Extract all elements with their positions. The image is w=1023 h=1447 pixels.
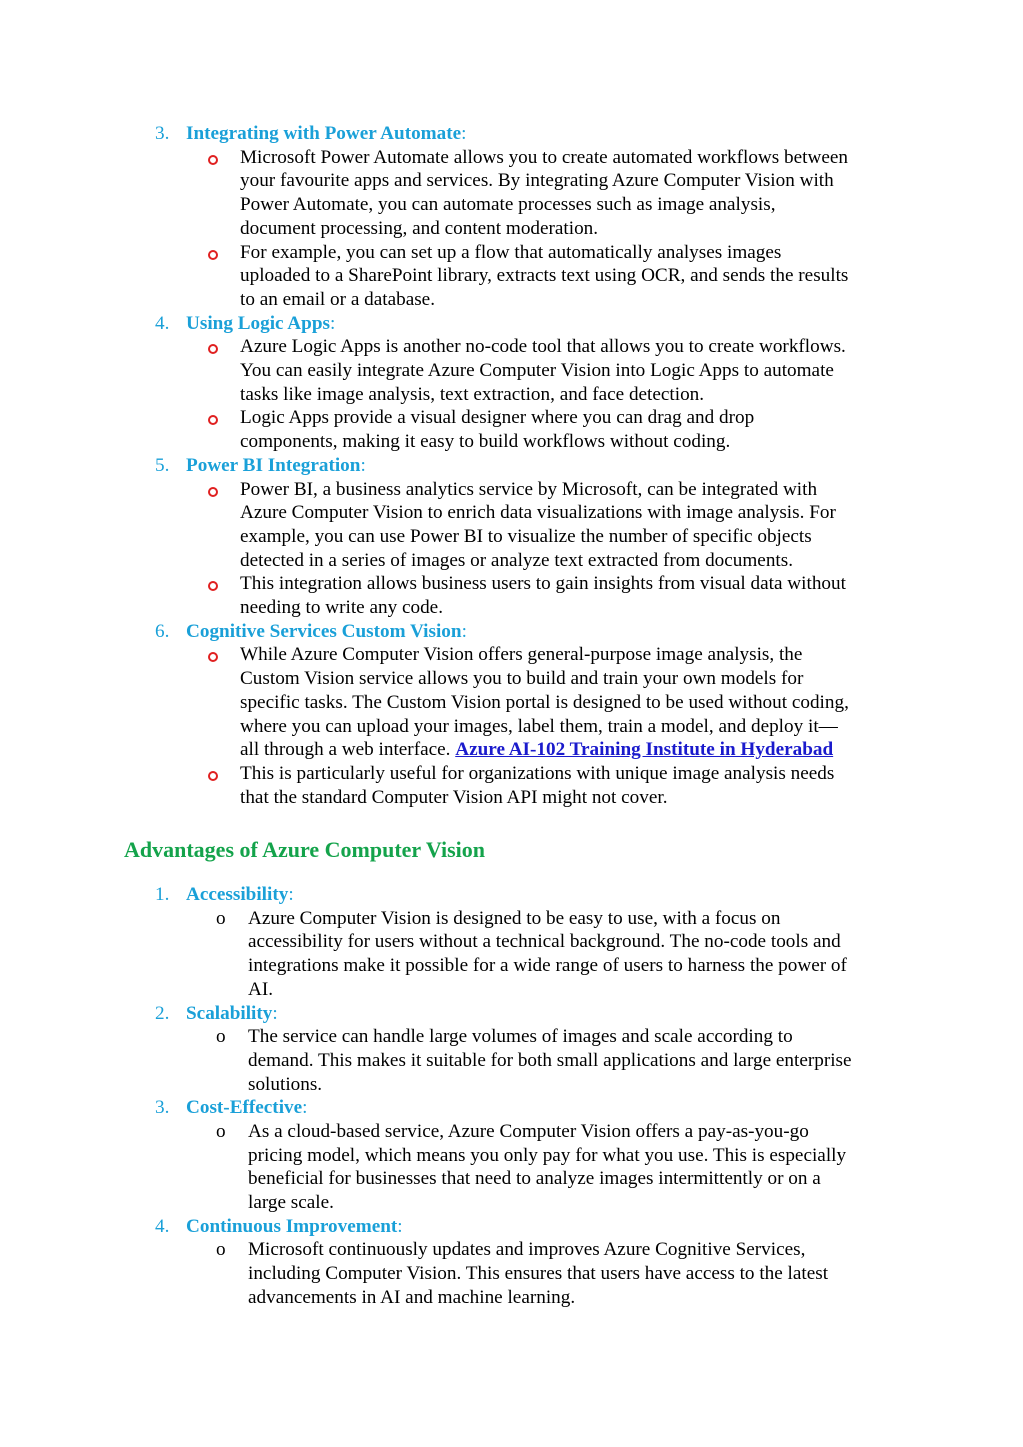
- sub-point: [0, 241, 900, 312]
- text-line: This is particularly useful for organizations with unique image analysis needs: [240, 762, 835, 784]
- colon: :: [461, 620, 467, 642]
- sub-list: [0, 478, 1023, 620]
- item-number: 4.: [155, 1215, 170, 1237]
- text-line: Custom Vision service allows you to build and train your own models for: [240, 668, 804, 690]
- text-line: tasks like image analysis, text extraction, and face detection.: [240, 383, 705, 405]
- item-title: Using Logic Apps: [186, 312, 330, 334]
- item-title: Power BI Integration: [186, 454, 361, 476]
- text-line: detected in a series of images or analyze text extracted from documents.: [240, 549, 794, 571]
- bullet-o-icon: o: [216, 1120, 226, 1142]
- item-number: 2.: [155, 1002, 170, 1024]
- bullet-circle-icon: [208, 581, 218, 591]
- item-title: Cognitive Services Custom Vision: [186, 620, 462, 642]
- text-line: Power BI, a business analytics service by Microsoft, can be integrated with: [240, 478, 818, 500]
- item-title: Accessibility: [186, 884, 289, 905]
- item-heading: [0, 1215, 1023, 1239]
- text-line: pricing model, which means you only pay for what you use. This is especially: [248, 1144, 847, 1166]
- text-line: advancements in AI and machine learning.: [248, 1286, 576, 1308]
- colon: :: [461, 123, 467, 144]
- list-item: [0, 122, 1023, 312]
- text-line: Power Automate, you can automate processes such as image analysis,: [240, 194, 776, 216]
- text-line: Azure Computer Vision is designed to be easy to use, with a focus on: [248, 907, 781, 929]
- text-line: specific tasks. The Custom Vision portal is designed to be used without coding,: [240, 691, 849, 713]
- colon: :: [329, 312, 336, 334]
- text-line: Microsoft Power Automate allows you to create automated workflows between: [240, 146, 848, 168]
- list-item: [0, 883, 1023, 1002]
- text-line: AI.: [248, 978, 274, 1000]
- colon: :: [397, 1215, 403, 1237]
- text-line: Azure Logic Apps is another no-code tool that allows you to create workflows.: [240, 336, 846, 358]
- sub-point: [0, 643, 900, 762]
- text-line: Logic Apps provide a visual designer where you can drag and drop: [240, 407, 755, 429]
- text-line: solutions.: [248, 1073, 323, 1095]
- item-heading: [0, 454, 1023, 478]
- text-line: Microsoft continuously updates and improves Azure Cognitive Services,: [248, 1239, 806, 1261]
- text-line: beneficial for businesses that need to analyze images intermittently or on a: [248, 1168, 821, 1190]
- text-line: your favourite apps and services. By integrating Azure Computer Vision with: [240, 170, 834, 192]
- item-number: 6.: [155, 620, 170, 642]
- item-number: 1.: [155, 884, 170, 905]
- bullet-o-icon: o: [216, 1026, 226, 1048]
- bullet-circle-icon: [208, 487, 218, 497]
- list-item: [0, 454, 1023, 620]
- sub-list: [0, 1120, 1023, 1215]
- text-line: that the standard Computer Vision API might not cover.: [240, 786, 668, 808]
- item-number: 5.: [155, 454, 170, 476]
- integrations-list: [0, 122, 1023, 809]
- sub-point: [0, 762, 900, 809]
- sub-point: [0, 572, 900, 619]
- sub-point: [0, 406, 900, 453]
- text-line: For example, you can set up a flow that automatically analyses images: [240, 241, 782, 263]
- bullet-circle-icon: [208, 155, 218, 165]
- colon: :: [302, 1097, 308, 1119]
- text-line: integrations make it possible for a wide range of users to harness the power of: [248, 955, 847, 977]
- sub-point: [0, 907, 900, 1002]
- text-line: You can easily integrate Azure Computer Vision into Logic Apps to automate: [240, 360, 834, 381]
- item-heading: [0, 883, 1023, 907]
- item-title: Continuous Improvement: [186, 1215, 398, 1237]
- bullet-o-icon: o: [216, 907, 226, 929]
- item-number: 3.: [155, 1097, 170, 1119]
- text-line: While Azure Computer Vision offers general-purpose image analysis, the: [240, 644, 803, 666]
- list-item: [0, 1215, 1023, 1310]
- sub-point: [0, 146, 900, 241]
- text-line: components, making it easy to build workflows without coding.: [240, 431, 731, 453]
- sub-list: [0, 1238, 1023, 1309]
- list-item: [0, 1002, 1023, 1097]
- sub-list: [0, 1025, 1023, 1096]
- text-line: This integration allows business users to gain insights from visual data without: [240, 573, 846, 595]
- list-item: [0, 1096, 1023, 1215]
- section-heading: Advantages of Azure Computer Vision: [124, 837, 485, 862]
- item-title: Scalability: [186, 1002, 273, 1024]
- item-heading: [0, 1096, 1023, 1120]
- text-line: including Computer Vision. This ensures that users have access to the latest: [248, 1263, 829, 1285]
- text-line: needing to write any code.: [240, 597, 443, 619]
- text-line: where you can upload your images, label them, train a model, and deploy it—: [240, 715, 838, 737]
- training-institute-link[interactable]: Azure AI-102 Training Institute in Hyderabad: [455, 739, 834, 761]
- sub-list: [0, 643, 1023, 809]
- bullet-o-icon: o: [216, 1239, 226, 1261]
- sub-point: [0, 1025, 900, 1096]
- text-fragment: all through a web interface.: [240, 739, 451, 761]
- colon: :: [360, 454, 366, 476]
- sub-list: [0, 907, 1023, 1002]
- bullet-circle-icon: [208, 415, 218, 425]
- sub-list: [0, 146, 1023, 312]
- item-number: 4.: [155, 312, 170, 334]
- item-title: Integrating with Power Automate: [186, 123, 462, 144]
- sub-list: [0, 335, 1023, 454]
- text-line: As a cloud-based service, Azure Computer Vision offers a pay-as-you-go: [248, 1120, 809, 1142]
- text-line: accessibility for users without a technical background. The no-code tools and: [248, 931, 841, 953]
- sub-point: [0, 1120, 900, 1215]
- text-line: The service can handle large volumes of images and scale according to: [248, 1026, 793, 1048]
- colon: :: [288, 884, 294, 905]
- text-line: Azure Computer Vision to enrich data visualizations with image analysis. For: [240, 502, 836, 524]
- item-number: 3.: [155, 123, 170, 144]
- text-line: large scale.: [248, 1192, 334, 1214]
- text-line: example, you can use Power BI to visualize the number of specific objects: [240, 525, 812, 547]
- text-line: uploaded to a SharePoint library, extracts text using OCR, and sends the results: [240, 265, 849, 287]
- item-title: Cost-Effective: [186, 1097, 303, 1119]
- bullet-circle-icon: [208, 652, 218, 662]
- sub-point: [0, 478, 900, 573]
- text-line: demand. This makes it suitable for both small applications and large enterprise: [248, 1049, 852, 1071]
- text-line: document processing, and content moderation.: [240, 217, 599, 239]
- sub-point: [0, 335, 900, 406]
- bullet-circle-icon: [208, 250, 218, 260]
- item-heading: [0, 312, 1023, 336]
- text-line: to an email or a database.: [240, 288, 435, 310]
- advantages-list: [0, 883, 1023, 1310]
- text-line: [240, 738, 900, 762]
- colon: :: [272, 1002, 278, 1024]
- item-heading: [0, 620, 1023, 644]
- item-heading: [0, 1002, 1023, 1026]
- bullet-circle-icon: [208, 344, 218, 354]
- bullet-circle-icon: [208, 771, 218, 781]
- sub-point: [0, 1238, 900, 1309]
- item-heading: [0, 122, 1023, 146]
- list-item: [0, 620, 1023, 810]
- list-item: [0, 312, 1023, 454]
